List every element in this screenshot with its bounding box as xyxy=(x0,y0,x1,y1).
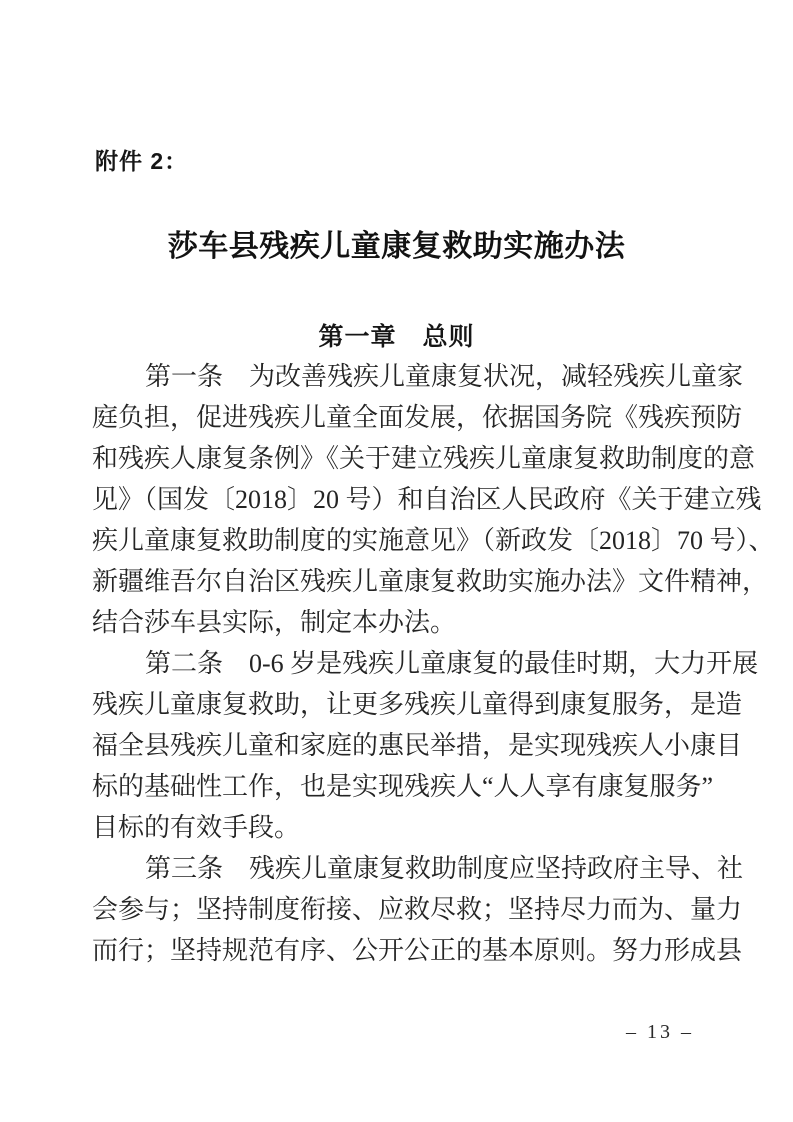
body-line: 疾儿童康复救助制度的实施意见》（新政发〔2018〕70 号）、 xyxy=(92,526,775,555)
body-line: 庭负担，促进残疾儿童全面发展，依据国务院《残疾预防 xyxy=(92,403,743,432)
chapter-heading: 第一章 总则 xyxy=(318,323,475,351)
body-line: 结合莎车县实际，制定本办法。 xyxy=(92,608,457,637)
body-line: 福全县残疾儿童和家庭的惠民举措，是实现残疾人小康目 xyxy=(92,731,743,760)
body-line: 新疆维吾尔自治区残疾儿童康复救助实施办法》文件精神， xyxy=(92,567,769,596)
body-line: 见》（国发〔2018〕20 号）和自治区人民政府《关于建立残 xyxy=(92,485,762,514)
body-line: 第三条 残疾儿童康复救助制度应坚持政府主导、社 xyxy=(145,854,744,883)
body-line: 标的基础性工作，也是实现残疾人“人人享有康复服务” xyxy=(92,772,714,801)
body-line: 和残疾人康复条例》《关于建立残疾儿童康复救助制度的意 xyxy=(92,444,756,473)
page-number: – 13 – xyxy=(626,1021,694,1043)
body-line: 会参与；坚持制度衔接、应救尽救；坚持尽力而为、量力 xyxy=(92,895,743,924)
body-line: 目标的有效手段。 xyxy=(92,813,301,842)
body-line: 而行；坚持规范有序、公开公正的基本原则。努力形成县 xyxy=(92,936,743,965)
document-body xyxy=(92,356,775,971)
body-line: 第二条 0-6 岁是残疾儿童康复的最佳时期，大力开展 xyxy=(145,649,759,678)
attachment-label: 附件 2： xyxy=(95,148,189,174)
document-title: 莎车县残疾儿童康复救助实施办法 xyxy=(167,230,626,263)
body-line: 残疾儿童康复救助，让更多残疾儿童得到康复服务，是造 xyxy=(92,690,743,719)
body-line: 第一条 为改善残疾儿童康复状况，减轻残疾儿童家 xyxy=(145,362,744,391)
